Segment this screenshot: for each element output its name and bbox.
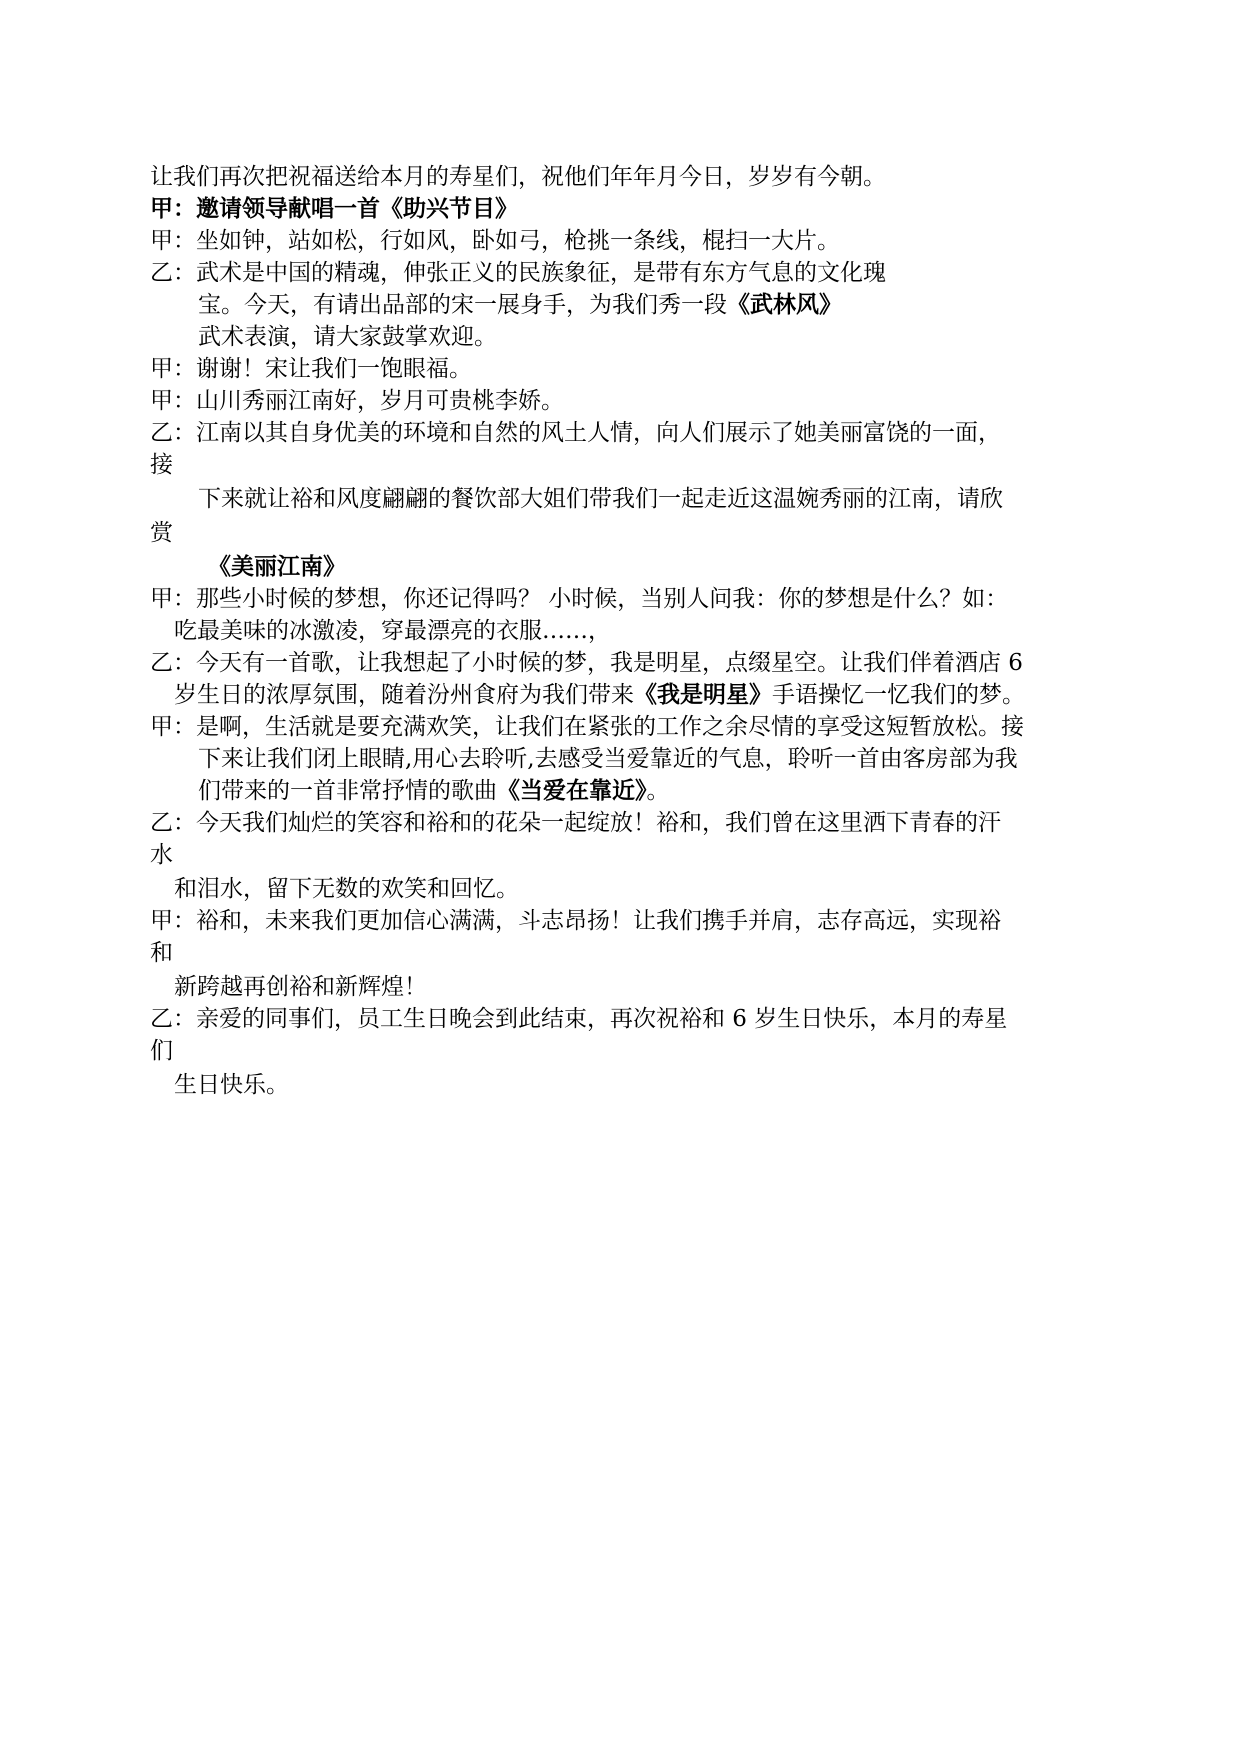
text-line: 乙：今天我们灿烂的笑容和裕和的花朵一起绽放！裕和，我们曾在这里洒下青春的汗 xyxy=(150,810,1001,836)
text-line: 和泪水，留下无数的欢笑和回忆。 xyxy=(174,876,519,902)
text-line xyxy=(198,776,670,806)
text-line: 们 xyxy=(150,1038,173,1064)
line-text: 们带来的一首非常抒情的歌曲 xyxy=(198,778,497,804)
text-line: 甲：那些小时候的梦想，你还记得吗？ 小时候，当别人问我：你的梦想是什么？如： xyxy=(150,586,1009,612)
text-line: 生日快乐。 xyxy=(174,1072,289,1098)
text-line: 甲：山川秀丽江南好，岁月可贵桃李娇。 xyxy=(150,388,564,414)
line-text: 。 xyxy=(646,778,670,804)
line-text: 宝。今天，有请出品部的宋一展身手，为我们秀一段 xyxy=(198,292,727,318)
text-line: 乙：今天有一首歌，让我想起了小时候的梦，我是明星，点缀星空。让我们伴着酒店 6 xyxy=(150,650,1023,676)
text-line: 水 xyxy=(150,842,173,868)
text-line: 赏 xyxy=(150,520,173,546)
text-line: 新跨越再创裕和新辉煌！ xyxy=(174,974,427,1000)
text-line: 甲：裕和，未来我们更加信心满满，斗志昂扬！让我们携手并肩，志存高远，实现裕 xyxy=(150,908,1001,934)
program-heading: 甲：邀请领导献唱一首《助兴节目》 xyxy=(150,195,518,222)
text-line: 武术表演，请大家鼓掌欢迎。 xyxy=(198,324,497,350)
text-line xyxy=(174,680,1025,710)
text-line: 乙：江南以其自身优美的环境和自然的风土人情，向人们展示了她美丽富饶的一面， xyxy=(150,420,1001,446)
text-line: 接 xyxy=(150,452,173,478)
text-line xyxy=(198,290,842,320)
text-line: 吃最美味的冰激凌，穿最漂亮的衣服……， xyxy=(174,618,611,644)
text-line: 甲：是啊，生活就是要充满欢笑，让我们在紧张的工作之余尽情的享受这短暂放松。接 xyxy=(150,714,1024,740)
text-line: 乙：武术是中国的精魂，伸张正义的民族象征，是带有东方气息的文化瑰 xyxy=(150,260,886,286)
program-title: 《当爱在靠近》 xyxy=(497,777,647,804)
program-title: 《美丽江南》 xyxy=(208,553,346,580)
text-line: 和 xyxy=(150,940,173,966)
text-line: 甲：坐如钟，站如松，行如风，卧如弓，枪挑一条线，棍扫一大片。 xyxy=(150,228,840,254)
line-text: 手语操忆一忆我们的梦。 xyxy=(772,682,1025,708)
program-title: 《武林风》 xyxy=(727,291,842,318)
text-line: 下来让我们闭上眼睛,用心去聆听,去感受当爱靠近的气息，聆听一首由客房部为我 xyxy=(198,746,1018,772)
text-line: 甲：谢谢！宋让我们一饱眼福。 xyxy=(150,356,472,382)
text-line: 让我们再次把祝福送给本月的寿星们，祝他们年年月今日，岁岁有今朝。 xyxy=(150,164,886,190)
line-text: 岁生日的浓厚氛围，随着汾州食府为我们带来 xyxy=(174,682,634,708)
program-title: 《我是明星》 xyxy=(634,681,772,708)
text-line: 乙：亲爱的同事们，员工生日晚会到此结束，再次祝裕和 6 岁生日快乐，本月的寿星 xyxy=(150,1006,1008,1032)
text-line: 下来就让裕和风度翩翩的餐饮部大姐们带我们一起走近这温婉秀丽的江南，请欣 xyxy=(198,486,1003,512)
